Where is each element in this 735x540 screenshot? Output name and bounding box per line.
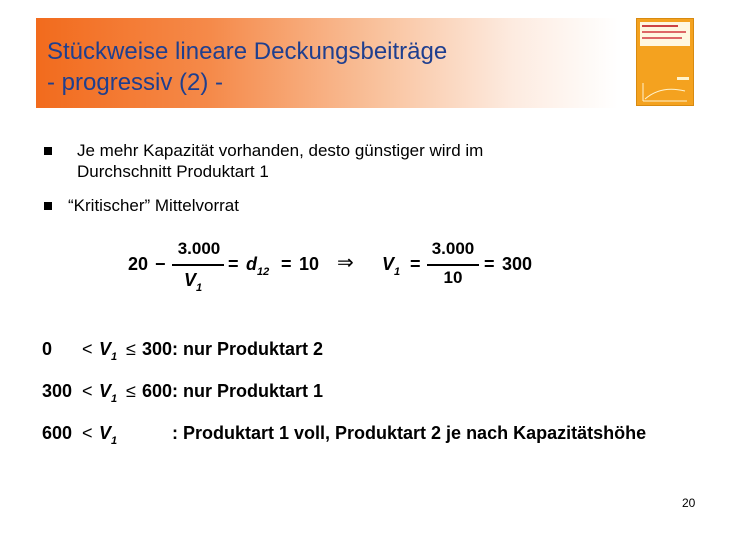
page-title <box>47 36 447 98</box>
fraction-bar-2 <box>427 264 479 266</box>
formula-const: 20 <box>128 254 149 274</box>
formula-frac2-numerator: 3.000 <box>431 239 475 258</box>
bullet-text-1: Je mehr Kapazität vorhanden, desto günstiger wird im Durchschnitt Produktart 1 <box>77 141 484 181</box>
formula-minus: − <box>155 254 166 274</box>
bullet-marker-2 <box>44 202 52 210</box>
formula-result: 300 <box>502 254 533 274</box>
title-line-1: Stückweise lineare Deckungsbeiträge <box>47 38 448 65</box>
formula-denominator: $V_1$ <box>184 270 203 294</box>
formula-numerator: 3.000 <box>177 239 221 258</box>
formula-frac2-denominator: 10 <box>443 268 463 287</box>
fraction-bar-1 <box>172 264 224 266</box>
book-cover-image <box>636 18 694 106</box>
bullet-text-2: “Kritischer” Mittelvorrat <box>68 196 239 215</box>
formula-v1: $V_1$ <box>382 254 401 278</box>
formula-rhs: 10 <box>299 254 320 274</box>
formula-d12: $d_{12}$ <box>246 254 270 278</box>
title-line-2: - progressiv (2) - <box>47 69 224 96</box>
page-number: 20 <box>682 496 696 510</box>
implies-symbol: ⇒ <box>337 252 354 274</box>
bullet-marker-1 <box>44 147 52 155</box>
